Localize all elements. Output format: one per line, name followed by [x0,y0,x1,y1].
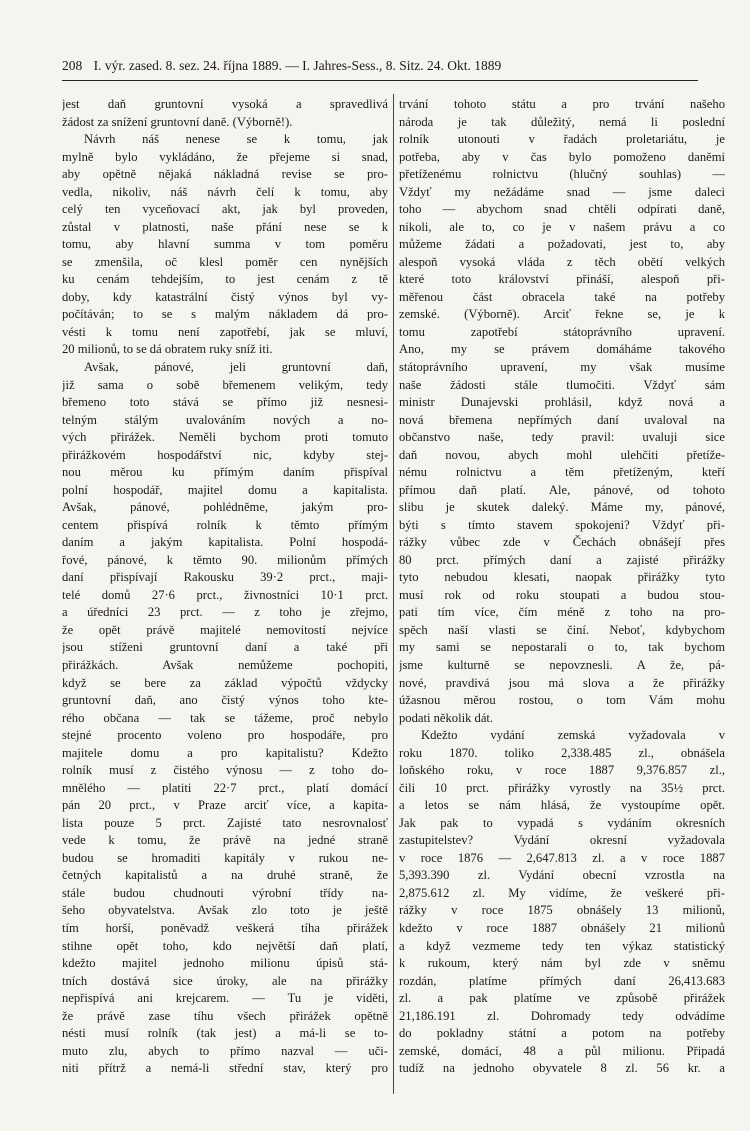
text-line: niti přítrž a nemá-li střední stav, který pro [62,1061,388,1076]
text-line: 2,875.612 zl. My vidíme, že veškeré při- [399,885,725,900]
text-line: přirážkovém hospodářství nic, kdyby stej- [62,447,388,462]
text-line: slibu je skutek daleký. Máme my, pánové, [399,500,725,515]
text-line: břemeno toto stává se přímo již nesnesi- [62,395,388,410]
text-line: mylně bylo vykládáno, že přejeme si snad, [62,149,388,164]
text-line: budou se hromaditi kapitály v rukou ne- [62,850,388,865]
text-line: zastupitelstev? Vydání okresní vyžadovala [399,833,725,848]
text-line: býti s tímto stavem spokojeni? Vždyť při- [399,517,725,532]
text-line: 21,186.191 zl. Dohromady tedy odvádíme [399,1008,725,1023]
text-line: šeho obyvatelstva. Avšak zlo toto je ještě [62,903,388,918]
text-line: alespoň vysoká vláda z těch obětí velkých [399,254,725,269]
text-line: v roce 1876 — 2,647.813 zl. a v roce 1887 [399,850,725,865]
text-line: ministr Dunajevski prohlásil, když nová a [399,395,725,410]
text-line: se zmenšila, oč klesl poměr cen nynějších [62,254,388,269]
text-line: zemské. (Výborně). Arciť řekne se, je k [399,307,725,322]
text-line: zl. a pak platíme ve způsobě přirážek [399,991,725,1006]
text-line: vých přirážek. Neměli bychom proti tomuto [62,430,388,445]
text-line: rolník musí z čistého výnosu — z toho do- [62,763,388,778]
text-line: mnělého — platiti 22·7 prct., platí domácí [62,780,388,795]
text-line: lista pouze 5 prct. Zajisté tato nesrovnalosť [62,815,388,830]
text-line: již sama o sobě břemenem velikým, tedy [62,377,388,392]
text-line: centem přispívá rolník k těmto přímým [62,517,388,532]
text-line: Avšak, pánové, jeli gruntovní daň, [84,359,388,374]
text-line: přetíženému rolnictvu (hlučný souhlas) — [399,167,725,182]
page-number: 208 [62,58,83,73]
text-line: toho — abychom snad chtěli odpírati daně, [399,202,725,217]
text-line: zůstal v platnosti, naše přání nese se k [62,219,388,234]
running-title: I. výr. zased. 8. sez. 24. října 1889. — I. Jahres-Sess., 8. Sitz. 24. Okt. 1889 [93,58,502,73]
text-line: Jak pak to vypadá s vydáním okresních [399,815,725,830]
text-line: naše žádosti stále tlumočiti. Vždyť sám [399,377,725,392]
text-line: nové, pravdivá jsou má slova a že přirážky [399,675,725,690]
text-line: nepřispívá ani krejcarem. — Tu je viděti, [62,991,388,1006]
text-line: Avšak, pánové, pohlédněme, jakým pro- [62,500,388,515]
text-line: pán 20 prct., v Praze arciť více, a kapita- [62,798,388,813]
text-line: my sami se nepostarali o to, tak bychom [399,640,725,655]
text-line: tím horší, poněvadž veškerá tíha přirážek [62,920,388,935]
text-line: telé domů 27·6 prct., živnostníci 10·1 prct. [62,587,388,602]
text-line: rolník utonouti v řadách proletariátu, je [399,132,725,147]
text-line: Ano, my se právem domáháme takového [399,342,725,357]
text-line: vede k tomu, že právě na jedné straně [62,833,388,848]
text-line: roku 1870. toliko 2,338.485 zl., obnášela [399,745,725,760]
text-line: přímou daň platí. Ale, pánové, od tohoto [399,482,725,497]
text-line: celý ten vyceňovací akt, jak byl proveden, [62,202,388,217]
text-line: nová břemena nepřímých daní uvaloval na [399,412,725,427]
text-line: 80 prct. přímých daní a zajisté přirážky [399,552,725,567]
text-line: polní hospodář, majitel domu a kapitalista. [62,482,388,497]
text-line: vedla, nikoliv, náš návrh čelí k tomu, aby [62,184,388,199]
text-line: stále budou chudnouti výrobní třídy na- [62,885,388,900]
text-line: nikoli, ale to, co je v našem právu a co [399,219,725,234]
text-line: a letos se nám hlásá, že vystoupíme opět. [399,798,725,813]
text-line: rážky vůbec zde v Čechách obnášejí přes [399,535,725,550]
text-line: Vždyť my nežádáme snad — jsme daleci [399,184,725,199]
text-line: jest daň gruntovní vysoká a spravedlivá [62,97,388,111]
text-line: občanstvo naše, tedy pravil: uvaluji sice [399,430,725,445]
text-line: kdežto majitel jednoho milionu úpisů stá- [62,956,388,971]
text-line: Návrh náš nenese se k tomu, jak [84,132,388,147]
page-header [62,58,702,74]
text-line: že právě zase tíhu všech přirážek opětně [62,1008,388,1023]
text-line: muto zlu, abych to přímo nazval — uči- [62,1043,388,1058]
text-line: nésti musí rolník (tak jest) a má-li se to- [62,1026,388,1041]
text-line: měřenou část obracela také na potřeby [399,289,725,304]
text-line: k rukoum, který nám byl zde v sněmu [399,956,725,971]
text-line: a když vezmeme tedy ten výkaz statistický [399,938,725,953]
text-line: vésti k tomu není zapotřebí, jak se mluví, [62,324,388,339]
text-line: nému rolnictvu a těm přetíženým, kteří [399,465,725,480]
left-column [62,96,388,1078]
text-line: Kdežto vydání zemská vyžadovala v [421,728,725,743]
text-line: řové, pánové, k těmto 90. milionům přímých [62,552,388,567]
text-line: tomu, aby hlavní summa v tom poměru [62,237,388,252]
text-line: majitele domu a pro kapitalistu? Kdežto [62,745,388,760]
text-line: státoprávního upravení, my však musíme [399,359,725,374]
text-line: národa je tak důležitý, nemá li poslední [399,114,725,129]
text-line: zemské, domácí, 48 a půl milionu. Připadá [399,1043,725,1058]
text-line: trvání tohoto státu a pro trvání našeho [399,97,725,111]
text-line: musí rok od roku stoupati a budou stou- [399,587,725,602]
text-line: když se bere za základ výpočtů vždycky [62,675,388,690]
text-line: gruntovní daň, ano čistý výnos toho kte- [62,693,388,708]
text-line: telným stálým uvalováním nových a no- [62,412,388,427]
text-line: 5,393.390 zl. Vydání obecní vzrostla na [399,868,725,883]
text-line: rážky v roce 1875 obnášely 13 milionů, [399,903,725,918]
text-line: že opět právě majitelé nemovitostí nejvíce [62,622,388,637]
text-line: které toto království přináší, alespoň při- [399,272,725,287]
header-rule [62,80,698,81]
text-line: četných kapitalistů a na druhé straně, že [62,868,388,883]
text-line: spěch naší vlasti se činí. Neboť, kdybychom [399,622,725,637]
text-line: tních dostává sice úroky, ale na přirážky [62,973,388,988]
text-line: daní přispívají Rakousku 39·2 prct., maji- [62,570,388,585]
text-line: čili 10 prct. přirážky vyrostly na 35½ prct. [399,780,725,795]
column-divider [393,94,394,1094]
text-line: podati několik dát. [399,710,494,725]
text-line: nou měrou ku přímým daním přispíval [62,465,388,480]
right-column [399,96,725,1078]
text-line: ku cenám tehdejším, to jest cenám z tě [62,272,388,287]
text-line: tudíž na jednoho obyvatele 8 zl. 56 kr. a [399,1061,725,1076]
text-line: tomu zapotřebí státoprávního upravení. [399,324,725,339]
text-line: 20 milionů, to se dá obratem ruky sníž iti. [62,342,273,357]
text-line: loňského roku, v roce 1887 9,376.857 zl., [399,763,725,778]
text-line: můžeme žádati a požadovati, jest to, aby [399,237,725,252]
text-line: do pokladny státní a potom na potřeby [399,1026,725,1041]
text-line: pati tím více, čím méně z toho na pro- [399,605,725,620]
text-line: a úředníci 23 prct. — z toho je zřejmo, [62,605,388,620]
text-line: jsme kulturně se nepovznesli. A že, pá- [399,658,725,672]
text-line: tyto nebudou klesati, naopak přirážky tyto [399,570,725,585]
text-line: stihne opět toho, kdo největší daň platí, [62,938,388,953]
text-line: počítáván; to se s malým nákladem dá pro- [62,307,388,322]
text-line: daň novou, abych mohl ulehčiti přetíže- [399,447,725,462]
text-line: aby opětně nějaká nákladná revise se pro- [62,167,388,182]
text-line: úžasnou měrou rostou, o tom Vám mohu [399,693,725,708]
text-line: rého občana — tak se tážeme, proč nebylo [62,710,388,725]
text-line: přirážkách. Avšak nemůžeme pochopiti, [62,658,388,672]
text-line: rozdán, platíme přímých daní 26,413.683 [399,973,725,988]
text-line: daním a jakým kapitalista. Polní hospodá- [62,535,388,550]
text-line: jsou stíženi gruntovní daní a také při [62,640,388,655]
text-line: kdežto v roce 1887 obnášely 21 milionů [399,920,725,935]
text-line: potřeba, aby v čas bylo pomoženo daněmi [399,149,725,164]
text-line: žádost za snížení gruntovní daně. (Výborně!). [62,114,293,129]
text-line: stejné procento voleno pro hospodáře, pro [62,728,388,743]
text-line: doby, kdy katastrální čistý výnos byl vy- [62,289,388,304]
